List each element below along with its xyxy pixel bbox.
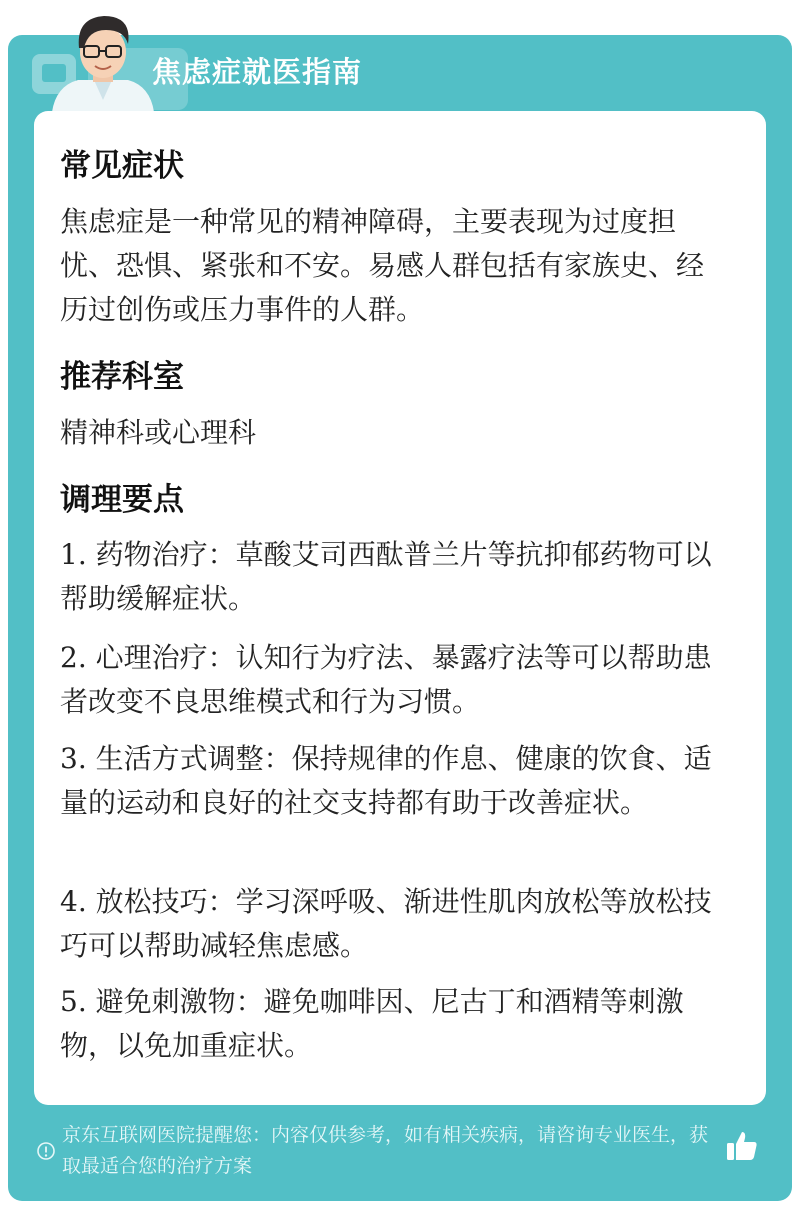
care-item-number: 2. — [60, 641, 87, 674]
thumbs-up-icon[interactable] — [724, 1128, 760, 1164]
care-item-number: 3. — [60, 742, 87, 775]
care-item-text: 放松技巧：学习深呼吸、渐进性肌肉放松等放松技巧可以帮助减轻焦虑感。 — [60, 885, 712, 962]
care-item-3 — [60, 737, 730, 825]
care-item-number: 4. — [60, 885, 87, 918]
section-title-symptoms: 常见症状 — [60, 148, 184, 184]
doctor-avatar — [48, 8, 158, 112]
care-item-text: 生活方式调整：保持规律的作息、健康的饮食、适量的运动和良好的社交支持都有助于改善症状。 — [60, 742, 712, 819]
care-item-2 — [60, 636, 730, 724]
care-item-text: 药物治疗：草酸艾司西酞普兰片等抗抑郁药物可以帮助缓解症状。 — [60, 538, 712, 615]
care-item-5 — [60, 980, 730, 1068]
page-title: 焦虑症就医指南 — [152, 55, 363, 89]
care-item-text: 避免刺激物：避免咖啡因、尼古丁和酒精等刺激物，以免加重症状。 — [60, 985, 684, 1062]
care-item-number: 5. — [60, 985, 87, 1018]
care-item-4 — [60, 880, 730, 968]
care-item-text: 心理治疗：认知行为疗法、暴露疗法等可以帮助患者改变不良思维模式和行为习惯。 — [60, 641, 712, 718]
department-text: 精神科或心理科 — [60, 416, 257, 449]
care-item-1 — [60, 533, 730, 621]
info-icon — [36, 1141, 56, 1161]
care-item-number: 1. — [60, 538, 87, 571]
symptoms-text: 焦虑症是一种常见的精神障碍，主要表现为过度担忧、恐惧、紧张和不安。易感人群包括有家族史、经历过创伤或压力事件的人群。 — [60, 205, 705, 326]
footer-disclaimer: 京东互联网医院提醒您：内容仅供参考，如有相关疾病，请咨询专业医生，获取最适合您的治疗方案 — [62, 1124, 709, 1177]
section-title-department: 推荐科室 — [60, 359, 184, 395]
section-title-care: 调理要点 — [60, 482, 184, 518]
